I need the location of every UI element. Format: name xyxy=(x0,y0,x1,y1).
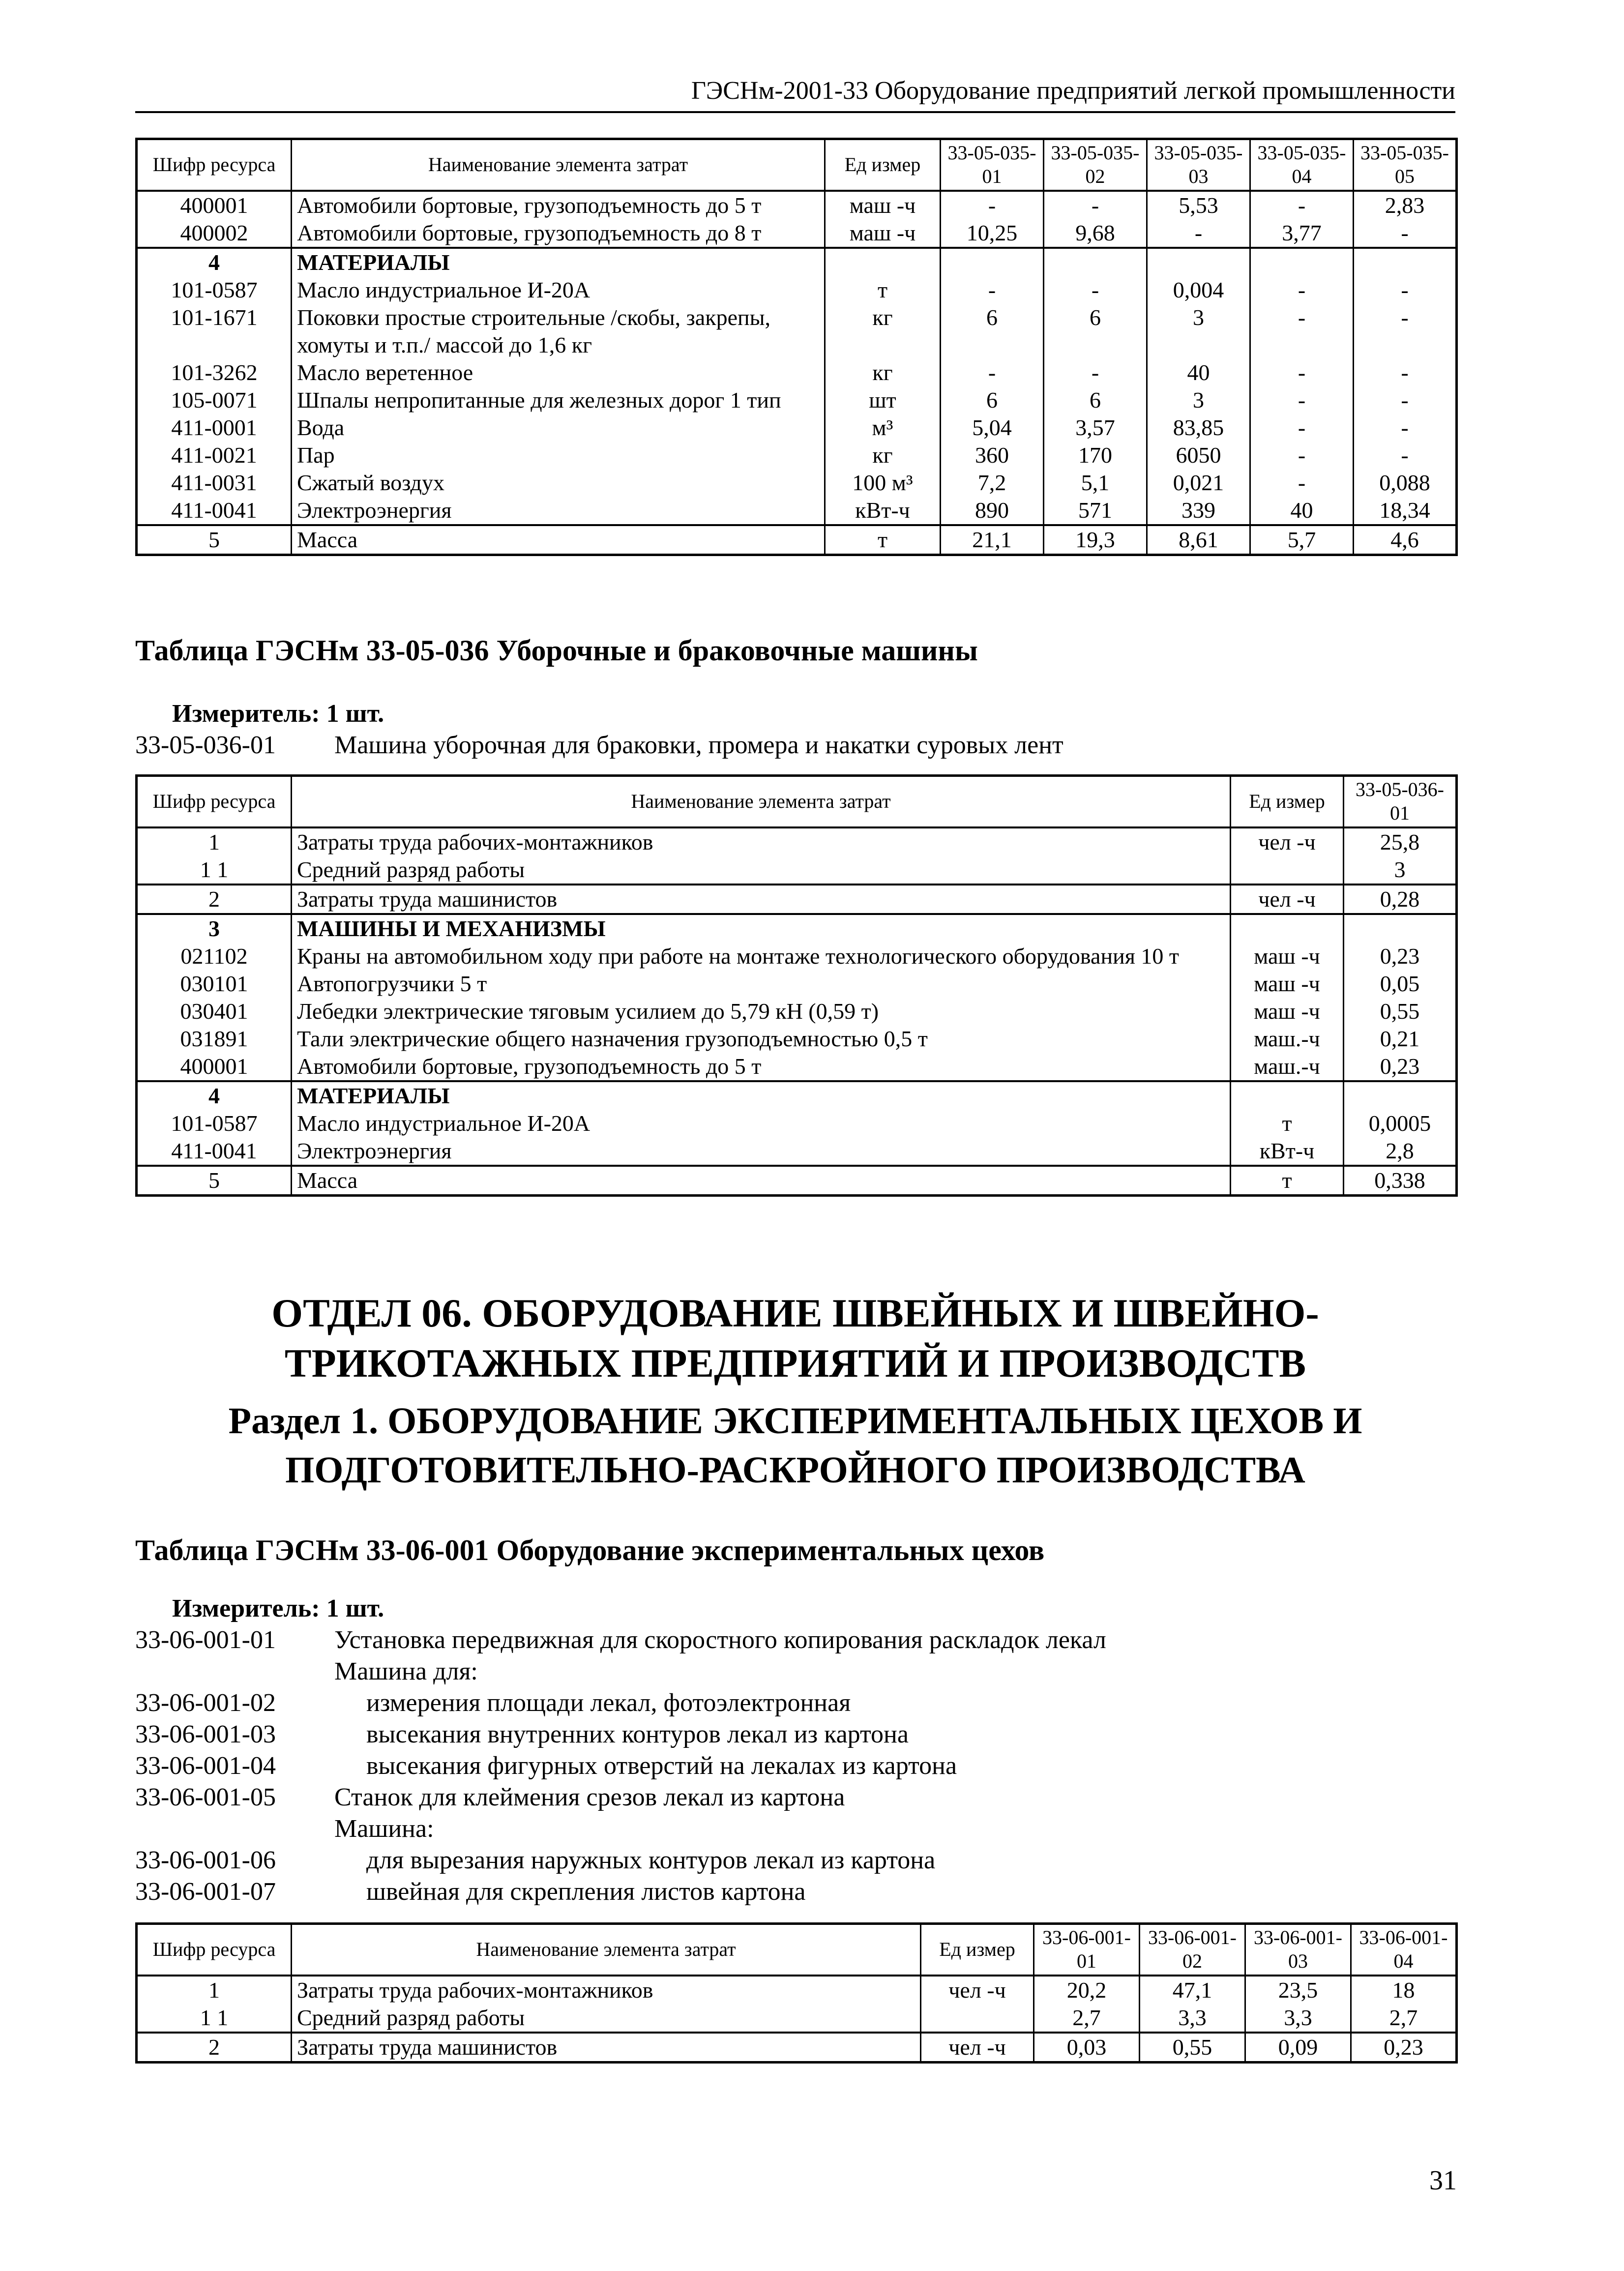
cell-unit: чел -ч xyxy=(921,1976,1034,2004)
cell-value xyxy=(1044,248,1147,276)
cell-value: 10,25 xyxy=(941,219,1044,248)
cell-name: Поковки простые строительные /скобы, закрепы, хомуты и т.п./ массой до 1,6 кг xyxy=(292,304,825,359)
cell-unit xyxy=(1231,856,1344,885)
cell-name: Автомобили бортовые, грузоподъемность до 8 т xyxy=(292,219,825,248)
cell-name: Лебедки электрические тяговым усилием до 5,79 кН (0,59 т) xyxy=(292,998,1231,1025)
cell-value: - xyxy=(1354,219,1457,248)
cell-value: 3,57 xyxy=(1044,414,1147,442)
item-entry xyxy=(135,1719,1455,1750)
cell-code: 1 xyxy=(137,827,292,856)
cell-value: - xyxy=(1147,219,1250,248)
resource-table-33-06-001 xyxy=(135,1922,1458,2064)
cell-value xyxy=(1354,248,1457,276)
cell-code: 101-3262 xyxy=(137,359,292,386)
cell-code: 1 1 xyxy=(137,2004,292,2033)
cell-value: 0,28 xyxy=(1344,885,1457,914)
cell-unit xyxy=(825,248,941,276)
col-header-norm: 33-06-001-04 xyxy=(1351,1924,1457,1976)
cell-code: 2 xyxy=(137,2033,292,2063)
cell-unit: кг xyxy=(825,304,941,359)
cell-unit: маш -ч xyxy=(825,219,941,248)
department-heading: ОТДЕЛ 06. ОБОРУДОВАНИЕ ШВЕЙНЫХ И ШВЕЙНО-ТРИКОТАЖНЫХ ПРЕДПРИЯТИЙ И ПРОИЗВОДСТВ xyxy=(271,1291,1319,1386)
cell-value: 6 xyxy=(941,304,1044,359)
cell-unit: т xyxy=(825,525,941,555)
item-name: Станок для клеймения срезов лекал из картона xyxy=(334,1783,845,1811)
cell-value: 18 xyxy=(1351,1976,1457,2004)
cell-value: 40 xyxy=(1250,497,1354,525)
cell-value: 2,83 xyxy=(1354,191,1457,219)
cell-name: Масса xyxy=(292,525,825,555)
cell-value: 3 xyxy=(1344,856,1457,885)
cell-name: Шпалы непропитанные для железных дорог 1 тип xyxy=(292,386,825,414)
cell-value: 20,2 xyxy=(1034,1976,1140,2004)
cell-name: Затраты труда машинистов xyxy=(292,885,1231,914)
cell-unit: т xyxy=(1231,1166,1344,1196)
cell-code: 031891 xyxy=(137,1025,292,1053)
col-header-norm: 33-05-035-05 xyxy=(1354,139,1457,191)
cell-code: 5 xyxy=(137,525,292,555)
cell-code: 030401 xyxy=(137,998,292,1025)
item-name: швейная для скрепления листов картона xyxy=(366,1878,806,1906)
col-header-name: Наименование элемента затрат xyxy=(292,776,1231,827)
cell-name: МАТЕРИАЛЫ xyxy=(292,248,825,276)
cell-value: - xyxy=(1354,386,1457,414)
cell-unit: м³ xyxy=(825,414,941,442)
meter-label: Измеритель: xyxy=(172,1594,320,1622)
cell-value: 6 xyxy=(1044,304,1147,359)
table-row xyxy=(137,497,1457,525)
cell-code: 2 xyxy=(137,885,292,914)
table-title-33-06-001: Таблица ГЭСНм 33-06-001 Оборудование экспериментальных цехов xyxy=(135,1534,1045,1566)
cell-value xyxy=(1344,914,1457,943)
cell-name: МАТЕРИАЛЫ xyxy=(292,1081,1231,1110)
cell-value: 0,23 xyxy=(1344,943,1457,970)
cell-code: 5 xyxy=(137,1166,292,1196)
cell-value: 4,6 xyxy=(1354,525,1457,555)
cell-value: 5,04 xyxy=(941,414,1044,442)
item-entry xyxy=(135,1750,1455,1782)
col-header-norm: 33-06-001-02 xyxy=(1140,1924,1245,1976)
cell-value: 18,34 xyxy=(1354,497,1457,525)
cell-code: 4 xyxy=(137,248,292,276)
table-row xyxy=(137,469,1457,497)
col-header-norm: 33-05-036-01 xyxy=(1344,776,1457,827)
cell-name: Краны на автомобильном ходу при работе на монтаже технологического оборудования 10 т xyxy=(292,943,1231,970)
cell-name: Средний разряд работы xyxy=(292,2004,921,2033)
cell-value: - xyxy=(1250,414,1354,442)
cell-code: 030101 xyxy=(137,970,292,998)
cell-value: 890 xyxy=(941,497,1044,525)
cell-value: - xyxy=(1354,359,1457,386)
cell-name: Затраты труда рабочих-монтажников xyxy=(292,827,1231,856)
cell-value: - xyxy=(1250,359,1354,386)
cell-value xyxy=(1147,248,1250,276)
meter-value: 1 шт. xyxy=(326,700,384,728)
table-row xyxy=(137,1081,1457,1110)
cell-value: - xyxy=(941,191,1044,219)
item-code xyxy=(135,1656,334,1687)
cell-unit: кВт-ч xyxy=(825,497,941,525)
item-name: Машина: xyxy=(334,1815,434,1843)
cell-value: 0,338 xyxy=(1344,1166,1457,1196)
cell-value: 0,004 xyxy=(1147,276,1250,304)
table-title-33-05-036: Таблица ГЭСНм 33-05-036 Уборочные и браковочные машины xyxy=(135,634,978,667)
cell-value: - xyxy=(941,359,1044,386)
item-entry xyxy=(135,1687,1455,1719)
table-row xyxy=(137,525,1457,555)
item-code: 33-06-001-01 xyxy=(135,1626,276,1654)
cell-code: 1 xyxy=(137,1976,292,2004)
item-entry xyxy=(135,1656,1455,1687)
cell-unit: т xyxy=(1231,1110,1344,1137)
cell-code: 400001 xyxy=(137,1053,292,1081)
cell-name: Автомобили бортовые, грузоподъемность до 5 т xyxy=(292,1053,1231,1081)
item-entry xyxy=(135,1876,1455,1908)
cell-value: 0,05 xyxy=(1344,970,1457,998)
cell-value: 0,21 xyxy=(1344,1025,1457,1053)
cell-value: - xyxy=(1044,276,1147,304)
table-row xyxy=(137,1110,1457,1137)
cell-value: 21,1 xyxy=(941,525,1044,555)
item-code: 33-06-001-02 xyxy=(135,1689,276,1717)
cell-name: Масло индустриальное И-20А xyxy=(292,1110,1231,1137)
cell-value: - xyxy=(1354,414,1457,442)
item-list-001 xyxy=(135,1624,1455,1908)
col-header-norm: 33-05-035-03 xyxy=(1147,139,1250,191)
item-code xyxy=(135,1813,334,1845)
running-header: ГЭСНм-2001-33 Оборудование предприятий легкой промышленности xyxy=(135,74,1455,113)
cell-unit: маш.-ч xyxy=(1231,1053,1344,1081)
cell-value: 0,09 xyxy=(1245,2033,1351,2063)
cell-value: 5,7 xyxy=(1250,525,1354,555)
cell-value: 2,8 xyxy=(1344,1137,1457,1166)
cell-unit xyxy=(1231,914,1344,943)
col-header-unit: Ед измер xyxy=(825,139,941,191)
cell-value: - xyxy=(1354,442,1457,469)
cell-value: 0,55 xyxy=(1344,998,1457,1025)
cell-value: 5,53 xyxy=(1147,191,1250,219)
item-code: 33-06-001-06 xyxy=(135,1846,276,1874)
cell-name: Средний разряд работы xyxy=(292,856,1231,885)
cell-value: 7,2 xyxy=(941,469,1044,497)
col-header-norm: 33-06-001-01 xyxy=(1034,1924,1140,1976)
table-row xyxy=(137,2004,1457,2033)
cell-value: - xyxy=(941,276,1044,304)
item-name: Установка передвижная для скоростного копирования раскладок лекал xyxy=(334,1626,1106,1654)
cell-unit xyxy=(1231,1081,1344,1110)
item-name: высекания внутренних контуров лекал из картона xyxy=(366,1720,909,1748)
cell-unit: чел -ч xyxy=(1231,827,1344,856)
cell-value: - xyxy=(1250,442,1354,469)
item-code: 33-06-001-07 xyxy=(135,1878,276,1906)
cell-value: 3,77 xyxy=(1250,219,1354,248)
cell-name: Вода xyxy=(292,414,825,442)
cell-name: Электроэнергия xyxy=(292,1137,1231,1166)
cell-value: 40 xyxy=(1147,359,1250,386)
item-code: 33-06-001-04 xyxy=(135,1752,276,1780)
resource-table-33-05-036 xyxy=(135,774,1458,1197)
item-entry xyxy=(135,1813,1455,1845)
item-name: Машина для: xyxy=(334,1657,478,1685)
cell-unit: маш -ч xyxy=(825,191,941,219)
cell-value: 8,61 xyxy=(1147,525,1250,555)
cell-value: - xyxy=(1250,304,1354,359)
cell-unit: маш.-ч xyxy=(1231,1025,1344,1053)
table-row xyxy=(137,856,1457,885)
cell-value: 0,021 xyxy=(1147,469,1250,497)
cell-value: 0,03 xyxy=(1034,2033,1140,2063)
item-code: 33-06-001-03 xyxy=(135,1720,276,1748)
cell-name: Тали электрические общего назначения грузоподъемностью 0,5 т xyxy=(292,1025,1231,1053)
item-code: 33-06-001-05 xyxy=(135,1783,276,1811)
cell-value: 0,0005 xyxy=(1344,1110,1457,1137)
table-row xyxy=(137,943,1457,970)
meter-line xyxy=(172,698,384,730)
cell-value: 9,68 xyxy=(1044,219,1147,248)
cell-value: 3 xyxy=(1147,304,1250,359)
cell-name: Масса xyxy=(292,1166,1231,1196)
table-row xyxy=(137,2033,1457,2063)
table-row xyxy=(137,1137,1457,1166)
meter-line xyxy=(172,1593,384,1624)
table-row xyxy=(137,386,1457,414)
table-row xyxy=(137,914,1457,943)
cell-value: 3 xyxy=(1147,386,1250,414)
cell-unit: шт xyxy=(825,386,941,414)
cell-unit: маш -ч xyxy=(1231,998,1344,1025)
cell-unit: кВт-ч xyxy=(1231,1137,1344,1166)
cell-value xyxy=(1250,248,1354,276)
col-header-name: Наименование элемента затрат xyxy=(292,139,825,191)
cell-value: 0,088 xyxy=(1354,469,1457,497)
cell-name: Затраты труда машинистов xyxy=(292,2033,921,2063)
cell-unit: т xyxy=(825,276,941,304)
cell-unit xyxy=(921,2004,1034,2033)
cell-unit: маш -ч xyxy=(1231,943,1344,970)
cell-value: 571 xyxy=(1044,497,1147,525)
meter-label: Измеритель: xyxy=(172,700,320,728)
cell-value: 5,1 xyxy=(1044,469,1147,497)
table-row xyxy=(137,998,1457,1025)
cell-value: - xyxy=(1354,304,1457,359)
cell-value: - xyxy=(1250,191,1354,219)
table-row xyxy=(137,970,1457,998)
cell-code: 101-0587 xyxy=(137,276,292,304)
item-name: Машина уборочная для браковки, промера и накатки суровых лент xyxy=(334,731,1063,759)
cell-value: 19,3 xyxy=(1044,525,1147,555)
cell-name: МАШИНЫ И МЕХАНИЗМЫ xyxy=(292,914,1231,943)
table-row xyxy=(137,1025,1457,1053)
cell-code: 101-0587 xyxy=(137,1110,292,1137)
cell-value: 0,23 xyxy=(1344,1053,1457,1081)
cell-value: 0,55 xyxy=(1140,2033,1245,2063)
cell-value: 0,23 xyxy=(1351,2033,1457,2063)
item-code: 33-05-036-01 xyxy=(135,731,276,759)
cell-unit: 100 м³ xyxy=(825,469,941,497)
table-row xyxy=(137,248,1457,276)
col-header-name: Наименование элемента затрат xyxy=(292,1924,921,1976)
cell-code: 105-0071 xyxy=(137,386,292,414)
cell-name: Сжатый воздух xyxy=(292,469,825,497)
cell-name: Автомобили бортовые, грузоподъемность до 5 т xyxy=(292,191,825,219)
cell-unit: чел -ч xyxy=(1231,885,1344,914)
cell-value: 6050 xyxy=(1147,442,1250,469)
cell-value: 47,1 xyxy=(1140,1976,1245,2004)
cell-code: 3 xyxy=(137,914,292,943)
cell-code: 021102 xyxy=(137,943,292,970)
cell-value xyxy=(941,248,1044,276)
cell-value: - xyxy=(1354,276,1457,304)
cell-name: Затраты труда рабочих-монтажников xyxy=(292,1976,921,2004)
item-entry xyxy=(135,1782,1455,1813)
cell-value: 3,3 xyxy=(1140,2004,1245,2033)
cell-value: 339 xyxy=(1147,497,1250,525)
item-list-036 xyxy=(135,730,1455,761)
cell-unit: чел -ч xyxy=(921,2033,1034,2063)
item-name: измерения площади лекал, фотоэлектронная xyxy=(366,1689,851,1717)
cell-value: 2,7 xyxy=(1351,2004,1457,2033)
table-row xyxy=(137,276,1457,304)
cell-name: Электроэнергия xyxy=(292,497,825,525)
col-header-unit: Ед измер xyxy=(1231,776,1344,827)
cell-value: - xyxy=(1250,276,1354,304)
table-row xyxy=(137,191,1457,219)
cell-code: 411-0041 xyxy=(137,1137,292,1166)
cell-value xyxy=(1344,1081,1457,1110)
cell-value: 170 xyxy=(1044,442,1147,469)
col-header-norm: 33-06-001-03 xyxy=(1245,1924,1351,1976)
cell-unit: маш -ч xyxy=(1231,970,1344,998)
table-row xyxy=(137,359,1457,386)
cell-value: 23,5 xyxy=(1245,1976,1351,2004)
cell-name: Масло индустриальное И-20А xyxy=(292,276,825,304)
cell-code: 411-0001 xyxy=(137,414,292,442)
col-header-code: Шифр ресурса xyxy=(137,1924,292,1976)
cell-code: 400002 xyxy=(137,219,292,248)
item-entry xyxy=(135,1845,1455,1876)
table-row xyxy=(137,827,1457,856)
cell-value: - xyxy=(1250,469,1354,497)
item-entry xyxy=(135,1624,1455,1656)
cell-code: 101-1671 xyxy=(137,304,292,359)
cell-value: - xyxy=(1044,191,1147,219)
table-row xyxy=(137,885,1457,914)
col-header-norm: 33-05-035-02 xyxy=(1044,139,1147,191)
table-row xyxy=(137,414,1457,442)
cell-code: 411-0021 xyxy=(137,442,292,469)
item-name: для вырезания наружных контуров лекал из картона xyxy=(366,1846,936,1874)
cell-value: - xyxy=(1250,386,1354,414)
cell-code: 400001 xyxy=(137,191,292,219)
cell-name: Пар xyxy=(292,442,825,469)
col-header-code: Шифр ресурса xyxy=(137,139,292,191)
table-row xyxy=(137,442,1457,469)
table-row xyxy=(137,219,1457,248)
item-name: высекания фигурных отверстий на лекалах из картона xyxy=(366,1752,957,1780)
cell-value: - xyxy=(1044,359,1147,386)
table-row xyxy=(137,304,1457,359)
table-row xyxy=(137,1053,1457,1081)
cell-value: 25,8 xyxy=(1344,827,1457,856)
cell-code: 411-0041 xyxy=(137,497,292,525)
cell-code: 1 1 xyxy=(137,856,292,885)
resource-table-33-05-035 xyxy=(135,138,1458,556)
section-heading: Раздел 1. ОБОРУДОВАНИЕ ЭКСПЕРИМЕНТАЛЬНЫХ ЦЕХОВ И ПОДГОТОВИТЕЛЬНО-РАСКРОЙНОГО ПРОИЗВОДСТВА xyxy=(228,1400,1362,1491)
cell-value: 3,3 xyxy=(1245,2004,1351,2033)
item-entry xyxy=(135,730,1455,761)
cell-value: 6 xyxy=(1044,386,1147,414)
meter-value: 1 шт. xyxy=(326,1594,384,1622)
cell-code: 411-0031 xyxy=(137,469,292,497)
cell-unit: кг xyxy=(825,442,941,469)
col-header-norm: 33-05-035-01 xyxy=(941,139,1044,191)
cell-name: Автопогрузчики 5 т xyxy=(292,970,1231,998)
col-header-norm: 33-05-035-04 xyxy=(1250,139,1354,191)
table-row xyxy=(137,1166,1457,1196)
col-header-code: Шифр ресурса xyxy=(137,776,292,827)
page-number: 31 xyxy=(1429,2165,1457,2196)
cell-name: Масло веретенное xyxy=(292,359,825,386)
table-row xyxy=(137,1976,1457,2004)
cell-value: 360 xyxy=(941,442,1044,469)
col-header-unit: Ед измер xyxy=(921,1924,1034,1976)
cell-value: 6 xyxy=(941,386,1044,414)
cell-value: 2,7 xyxy=(1034,2004,1140,2033)
cell-value: 83,85 xyxy=(1147,414,1250,442)
cell-unit: кг xyxy=(825,359,941,386)
cell-code: 4 xyxy=(137,1081,292,1110)
